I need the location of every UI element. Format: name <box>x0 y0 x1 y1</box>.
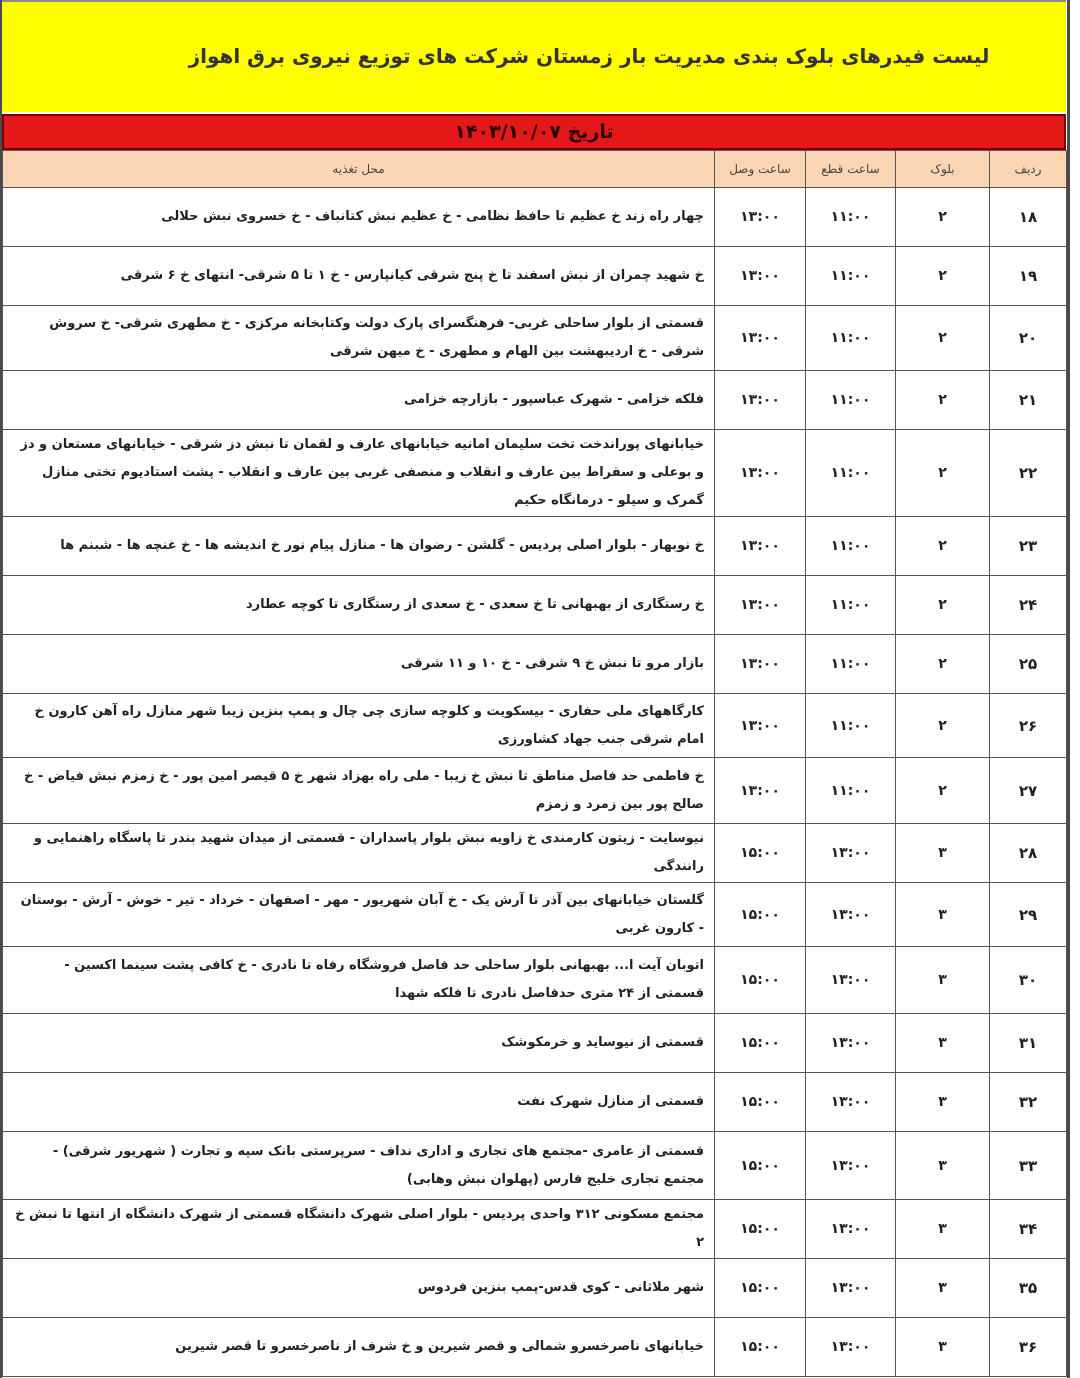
cut-time-cell: ۱۱:۰۰ <box>806 694 896 758</box>
table-row <box>3 371 1067 430</box>
table-row <box>3 188 1067 247</box>
block-cell: ۳ <box>896 1073 990 1132</box>
row-number: ۲۴ <box>990 576 1067 635</box>
block-cell: ۲ <box>896 306 990 371</box>
table-row <box>3 635 1067 694</box>
cut-time-cell: ۱۱:۰۰ <box>806 247 896 306</box>
cut-time-cell: ۱۱:۰۰ <box>806 188 896 247</box>
area-cell: قسمتی از عامری -مجتمع های تجاری و اداری نداف - سرپرستی بانک سپه و تجارت ( شهریور شرقی) - مجتمع تجاری خلیج فارس (پهلوان نبش وهابی) <box>3 1132 715 1200</box>
connect-time-cell: ۱۵:۰۰ <box>715 1200 806 1259</box>
row-number: ۳۴ <box>990 1200 1067 1259</box>
area-cell: قسمتی از بلوار ساحلی غربی- فرهنگسرای پارک دولت وکتابخانه مرکزی - خ مطهری شرقی- خ سروش شرقی - خ اردیبهشت بین الهام و مطهری - خ میهن شرقی <box>3 306 715 371</box>
row-number: ۳۳ <box>990 1132 1067 1200</box>
area-cell: خ رستگاری از بهبهانی تا خ سعدی - خ سعدی از رستگاری تا کوچه عطارد <box>3 576 715 635</box>
cut-time-cell: ۱۱:۰۰ <box>806 576 896 635</box>
block-cell: ۲ <box>896 517 990 576</box>
area-cell: خ نوبهار - بلوار اصلی پردیس - گلشن - رضوان ها - منازل پیام نور خ اندیشه ها - خ غنچه ها - شبنم ها <box>3 517 715 576</box>
cut-time-cell: ۱۳:۰۰ <box>806 1073 896 1132</box>
row-number: ۲۶ <box>990 694 1067 758</box>
row-number: ۲۲ <box>990 430 1067 517</box>
cut-time-cell: ۱۱:۰۰ <box>806 517 896 576</box>
table-row <box>3 1132 1067 1200</box>
row-number: ۱۸ <box>990 188 1067 247</box>
area-cell: نیوسایت - زیتون کارمندی خ زاویه نبش بلوار پاسداران - قسمتی از میدان شهید بندر تا پاسگاه راهنمایی و رانندگی <box>3 824 715 883</box>
block-cell: ۳ <box>896 1259 990 1318</box>
table-row <box>3 517 1067 576</box>
row-number: ۳۵ <box>990 1259 1067 1318</box>
schedule-table <box>2 150 1067 1377</box>
block-cell: ۳ <box>896 824 990 883</box>
connect-time-cell: ۱۵:۰۰ <box>715 883 806 947</box>
date-label: تاریخ ۱۴۰۳/۱۰/۰۷ <box>454 121 614 143</box>
area-cell: قسمتی از نیوساید و خرمکوشک <box>3 1014 715 1073</box>
cut-time-cell: ۱۱:۰۰ <box>806 371 896 430</box>
column-header-row: ردیف <box>990 151 1067 188</box>
row-number: ۲۷ <box>990 758 1067 824</box>
table-row <box>3 1259 1067 1318</box>
connect-time-cell: ۱۵:۰۰ <box>715 947 806 1014</box>
title-banner <box>2 0 1066 112</box>
page-title: لیست فیدرهای بلوک بندی مدیریت بار زمستان شرکت های توزیع نیروی برق اهواز <box>188 44 990 68</box>
block-cell: ۳ <box>896 1014 990 1073</box>
connect-time-cell: ۱۵:۰۰ <box>715 1073 806 1132</box>
connect-time-cell: ۱۳:۰۰ <box>715 758 806 824</box>
row-number: ۳۱ <box>990 1014 1067 1073</box>
connect-time-cell: ۱۳:۰۰ <box>715 371 806 430</box>
area-cell: اتوبان آیت ا... بهبهانی بلوار ساحلی حد فاصل فروشگاه رفاه تا نادری - خ کافی پشت سینما اکسین - قسمتی از ۲۴ متری حدفاصل نادری تا فلکه شهدا <box>3 947 715 1014</box>
area-cell: خ فاطمی حد فاصل مناطق تا نبش خ زیبا - ملی راه بهزاد شهر خ ۵ قیصر امین پور - خ زمزم نبش فیاض - خ صالح پور بین زمرد و زمزم <box>3 758 715 824</box>
cut-time-cell: ۱۱:۰۰ <box>806 635 896 694</box>
table-header-row <box>3 151 1067 188</box>
cut-time-cell: ۱۳:۰۰ <box>806 947 896 1014</box>
connect-time-cell: ۱۳:۰۰ <box>715 517 806 576</box>
area-cell: شهر ملاثانی - کوی قدس-پمپ بنزین فردوس <box>3 1259 715 1318</box>
cut-time-cell: ۱۱:۰۰ <box>806 306 896 371</box>
cut-time-cell: ۱۳:۰۰ <box>806 824 896 883</box>
block-cell: ۲ <box>896 635 990 694</box>
area-cell: کارگاههای ملی حفاری - بیسکویت و کلوچه سازی چی چال و پمپ بنزین زیبا شهر منازل راه آهن کارون خ امام شرقی جنب جهاد کشاورزی <box>3 694 715 758</box>
cut-time-cell: ۱۳:۰۰ <box>806 1259 896 1318</box>
connect-time-cell: ۱۵:۰۰ <box>715 1014 806 1073</box>
connect-time-cell: ۱۳:۰۰ <box>715 635 806 694</box>
block-cell: ۳ <box>896 1200 990 1259</box>
cut-time-cell: ۱۳:۰۰ <box>806 1132 896 1200</box>
table-row <box>3 1014 1067 1073</box>
block-cell: ۳ <box>896 1132 990 1200</box>
table-row <box>3 824 1067 883</box>
row-number: ۲۰ <box>990 306 1067 371</box>
area-cell: گلستان خیابانهای بین آذر تا آرش یک - خ آبان شهریور - مهر - اصفهان - خرداد - تیر - خوش - آرش - بوستان - کارون غربی <box>3 883 715 947</box>
row-number: ۲۳ <box>990 517 1067 576</box>
block-cell: ۳ <box>896 883 990 947</box>
block-cell: ۳ <box>896 1318 990 1377</box>
area-cell: بازار مرو تا نبش خ ۹ شرقی - خ ۱۰ و ۱۱ شرقی <box>3 635 715 694</box>
block-cell: ۲ <box>896 371 990 430</box>
table-row <box>3 1318 1067 1377</box>
table-row <box>3 947 1067 1014</box>
cut-time-cell: ۱۳:۰۰ <box>806 883 896 947</box>
block-cell: ۲ <box>896 188 990 247</box>
connect-time-cell: ۱۵:۰۰ <box>715 1318 806 1377</box>
table-row <box>3 758 1067 824</box>
block-cell: ۲ <box>896 430 990 517</box>
cut-time-cell: ۱۳:۰۰ <box>806 1318 896 1377</box>
row-number: ۱۹ <box>990 247 1067 306</box>
block-cell: ۲ <box>896 758 990 824</box>
cut-time-cell: ۱۳:۰۰ <box>806 1014 896 1073</box>
block-cell: ۲ <box>896 247 990 306</box>
area-cell: قسمتی از منازل شهرک نفت <box>3 1073 715 1132</box>
table-row <box>3 1073 1067 1132</box>
date-banner <box>2 114 1066 150</box>
table-row <box>3 306 1067 371</box>
column-header-connect-time: ساعت وصل <box>715 151 806 188</box>
row-number: ۳۲ <box>990 1073 1067 1132</box>
table-row <box>3 430 1067 517</box>
connect-time-cell: ۱۵:۰۰ <box>715 824 806 883</box>
area-cell: خیابانهای ناصرخسرو شمالی و قصر شیرین و خ شرف از ناصرخسرو تا قصر شیرین <box>3 1318 715 1377</box>
cut-time-cell: ۱۱:۰۰ <box>806 430 896 517</box>
block-cell: ۲ <box>896 576 990 635</box>
row-number: ۲۱ <box>990 371 1067 430</box>
connect-time-cell: ۱۳:۰۰ <box>715 430 806 517</box>
row-number: ۲۹ <box>990 883 1067 947</box>
table-row <box>3 883 1067 947</box>
area-cell: چهار راه زند خ عظیم تا حافظ نظامی - خ عظیم نبش کتانباف - خ خسروی نبش حلالی <box>3 188 715 247</box>
connect-time-cell: ۱۳:۰۰ <box>715 576 806 635</box>
column-header-block: بلوک <box>896 151 990 188</box>
cut-time-cell: ۱۳:۰۰ <box>806 1200 896 1259</box>
connect-time-cell: ۱۵:۰۰ <box>715 1259 806 1318</box>
table-row <box>3 576 1067 635</box>
area-cell: خیابانهای پوراندخت تخت سلیمان امانیه خیابانهای عارف و لقمان تا نبش دز شرقی - خیابانهای مستعان و دز و بوعلی و سقراط بین عارف و انقلاب و منصفی غربی بین عارف و انقلاب - پشت استادیوم تختی منازل گمرک و سیلو - درمانگاه حکیم <box>3 430 715 517</box>
area-cell: خ شهید چمران از نبش اسفند تا خ پنج شرقی کیانپارس - خ ۱ تا ۵ شرقی- انتهای خ ۶ شرقی <box>3 247 715 306</box>
row-number: ۲۵ <box>990 635 1067 694</box>
connect-time-cell: ۱۳:۰۰ <box>715 306 806 371</box>
block-cell: ۳ <box>896 947 990 1014</box>
connect-time-cell: ۱۵:۰۰ <box>715 1132 806 1200</box>
cut-time-cell: ۱۱:۰۰ <box>806 758 896 824</box>
table-row <box>3 247 1067 306</box>
area-cell: مجتمع مسکونی ۳۱۲ واحدی پردیس - بلوار اصلی شهرک دانشگاه قسمتی از شهرک دانشگاه از انتها تا نبش خ ۲ <box>3 1200 715 1259</box>
row-number: ۲۸ <box>990 824 1067 883</box>
connect-time-cell: ۱۳:۰۰ <box>715 188 806 247</box>
column-header-area: محل تغذیه <box>3 151 715 188</box>
area-cell: فلکه خزامی - شهرک عباسپور - بازارچه خزامی <box>3 371 715 430</box>
row-number: ۳۶ <box>990 1318 1067 1377</box>
connect-time-cell: ۱۳:۰۰ <box>715 694 806 758</box>
connect-time-cell: ۱۳:۰۰ <box>715 247 806 306</box>
table-row <box>3 1200 1067 1259</box>
row-number: ۳۰ <box>990 947 1067 1014</box>
block-cell: ۲ <box>896 694 990 758</box>
table-row <box>3 694 1067 758</box>
column-header-cut-time: ساعت قطع <box>806 151 896 188</box>
